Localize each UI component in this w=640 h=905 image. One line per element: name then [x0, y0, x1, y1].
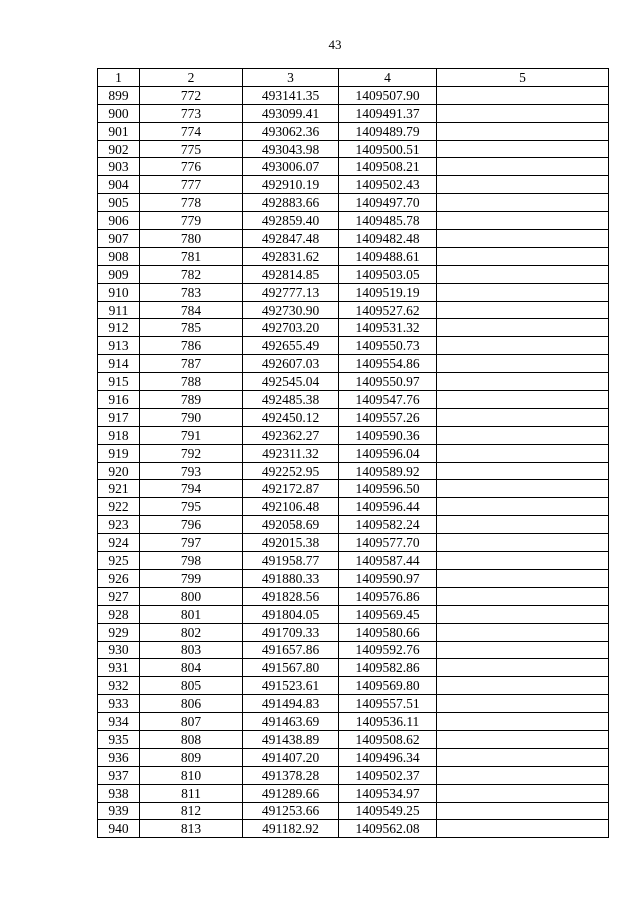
table-row [98, 587, 609, 605]
cell-note [437, 820, 609, 838]
cell-point-number: 782 [140, 265, 243, 283]
cell-y-coordinate: 1409550.97 [339, 373, 437, 391]
cell-row-number: 905 [98, 194, 140, 212]
cell-x-coordinate: 491253.66 [243, 802, 339, 820]
cell-point-number: 775 [140, 140, 243, 158]
cell-y-coordinate: 1409489.79 [339, 122, 437, 140]
cell-row-number: 938 [98, 784, 140, 802]
table-row [98, 230, 609, 248]
coordinates-table [97, 68, 609, 838]
cell-note [437, 730, 609, 748]
cell-note [437, 802, 609, 820]
cell-point-number: 801 [140, 605, 243, 623]
table-row [98, 462, 609, 480]
cell-y-coordinate: 1409519.19 [339, 283, 437, 301]
cell-note [437, 247, 609, 265]
table-row [98, 605, 609, 623]
table-row [98, 265, 609, 283]
cell-row-number: 924 [98, 534, 140, 552]
table-row [98, 176, 609, 194]
cell-x-coordinate: 491567.80 [243, 659, 339, 677]
cell-row-number: 940 [98, 820, 140, 838]
table-row [98, 498, 609, 516]
column-header-4: 4 [339, 69, 437, 87]
cell-row-number: 933 [98, 695, 140, 713]
cell-row-number: 903 [98, 158, 140, 176]
cell-x-coordinate: 491828.56 [243, 587, 339, 605]
cell-point-number: 812 [140, 802, 243, 820]
cell-note [437, 176, 609, 194]
cell-note [437, 408, 609, 426]
cell-x-coordinate: 492655.49 [243, 337, 339, 355]
cell-x-coordinate: 492910.19 [243, 176, 339, 194]
cell-y-coordinate: 1409534.97 [339, 784, 437, 802]
cell-point-number: 773 [140, 104, 243, 122]
cell-x-coordinate: 492883.66 [243, 194, 339, 212]
cell-row-number: 931 [98, 659, 140, 677]
table-row [98, 373, 609, 391]
cell-y-coordinate: 1409531.32 [339, 319, 437, 337]
table-row [98, 408, 609, 426]
cell-x-coordinate: 491709.33 [243, 623, 339, 641]
cell-note [437, 86, 609, 104]
cell-x-coordinate: 492311.32 [243, 444, 339, 462]
cell-row-number: 902 [98, 140, 140, 158]
table-row [98, 730, 609, 748]
cell-y-coordinate: 1409491.37 [339, 104, 437, 122]
cell-note [437, 391, 609, 409]
cell-y-coordinate: 1409577.70 [339, 534, 437, 552]
cell-y-coordinate: 1409557.26 [339, 408, 437, 426]
table-row [98, 659, 609, 677]
table-row [98, 552, 609, 570]
cell-point-number: 806 [140, 695, 243, 713]
cell-row-number: 899 [98, 86, 140, 104]
cell-point-number: 790 [140, 408, 243, 426]
table-row [98, 713, 609, 731]
cell-x-coordinate: 492362.27 [243, 426, 339, 444]
cell-y-coordinate: 1409482.48 [339, 230, 437, 248]
table-row [98, 319, 609, 337]
column-header-5: 5 [437, 69, 609, 87]
cell-x-coordinate: 491657.86 [243, 641, 339, 659]
cell-row-number: 937 [98, 766, 140, 784]
cell-x-coordinate: 492859.40 [243, 212, 339, 230]
cell-point-number: 791 [140, 426, 243, 444]
cell-row-number: 906 [98, 212, 140, 230]
cell-x-coordinate: 491958.77 [243, 552, 339, 570]
cell-y-coordinate: 1409589.92 [339, 462, 437, 480]
table-row [98, 104, 609, 122]
cell-y-coordinate: 1409596.04 [339, 444, 437, 462]
cell-point-number: 789 [140, 391, 243, 409]
cell-x-coordinate: 491880.33 [243, 569, 339, 587]
cell-note [437, 212, 609, 230]
cell-x-coordinate: 492252.95 [243, 462, 339, 480]
page-number: 43 [328, 37, 342, 52]
cell-y-coordinate: 1409502.37 [339, 766, 437, 784]
cell-note [437, 122, 609, 140]
cell-note [437, 140, 609, 158]
table-row [98, 337, 609, 355]
cell-note [437, 748, 609, 766]
cell-point-number: 774 [140, 122, 243, 140]
cell-row-number: 927 [98, 587, 140, 605]
cell-x-coordinate: 492450.12 [243, 408, 339, 426]
cell-y-coordinate: 1409547.76 [339, 391, 437, 409]
column-header-3: 3 [243, 69, 339, 87]
cell-note [437, 283, 609, 301]
cell-point-number: 813 [140, 820, 243, 838]
cell-x-coordinate: 491407.20 [243, 748, 339, 766]
cell-row-number: 912 [98, 319, 140, 337]
cell-y-coordinate: 1409508.62 [339, 730, 437, 748]
cell-note [437, 444, 609, 462]
cell-row-number: 921 [98, 480, 140, 498]
cell-row-number: 914 [98, 355, 140, 373]
cell-note [437, 373, 609, 391]
cell-x-coordinate: 491289.66 [243, 784, 339, 802]
cell-y-coordinate: 1409557.51 [339, 695, 437, 713]
cell-note [437, 104, 609, 122]
cell-x-coordinate: 491182.92 [243, 820, 339, 838]
cell-note [437, 569, 609, 587]
cell-row-number: 932 [98, 677, 140, 695]
cell-note [437, 319, 609, 337]
cell-row-number: 916 [98, 391, 140, 409]
cell-y-coordinate: 1409590.36 [339, 426, 437, 444]
cell-x-coordinate: 492777.13 [243, 283, 339, 301]
cell-point-number: 805 [140, 677, 243, 695]
cell-point-number: 779 [140, 212, 243, 230]
cell-y-coordinate: 1409587.44 [339, 552, 437, 570]
cell-point-number: 797 [140, 534, 243, 552]
cell-point-number: 795 [140, 498, 243, 516]
cell-point-number: 787 [140, 355, 243, 373]
cell-y-coordinate: 1409582.24 [339, 516, 437, 534]
cell-row-number: 919 [98, 444, 140, 462]
table-row [98, 820, 609, 838]
cell-y-coordinate: 1409569.80 [339, 677, 437, 695]
cell-y-coordinate: 1409596.44 [339, 498, 437, 516]
cell-row-number: 929 [98, 623, 140, 641]
cell-note [437, 480, 609, 498]
cell-row-number: 901 [98, 122, 140, 140]
table-row [98, 623, 609, 641]
cell-note [437, 337, 609, 355]
table-row [98, 641, 609, 659]
cell-x-coordinate: 493062.36 [243, 122, 339, 140]
table-row [98, 480, 609, 498]
cell-point-number: 784 [140, 301, 243, 319]
cell-y-coordinate: 1409503.05 [339, 265, 437, 283]
table-row [98, 140, 609, 158]
table-row [98, 212, 609, 230]
cell-y-coordinate: 1409590.97 [339, 569, 437, 587]
cell-x-coordinate: 492485.38 [243, 391, 339, 409]
table-row [98, 534, 609, 552]
column-header-1: 1 [98, 69, 140, 87]
cell-point-number: 785 [140, 319, 243, 337]
cell-x-coordinate: 492831.62 [243, 247, 339, 265]
cell-row-number: 900 [98, 104, 140, 122]
cell-note [437, 265, 609, 283]
table-row [98, 677, 609, 695]
table-row [98, 766, 609, 784]
cell-note [437, 230, 609, 248]
cell-y-coordinate: 1409596.50 [339, 480, 437, 498]
cell-note [437, 587, 609, 605]
cell-point-number: 809 [140, 748, 243, 766]
cell-point-number: 800 [140, 587, 243, 605]
cell-point-number: 807 [140, 713, 243, 731]
cell-note [437, 158, 609, 176]
cell-x-coordinate: 492607.03 [243, 355, 339, 373]
table-row [98, 194, 609, 212]
cell-y-coordinate: 1409580.66 [339, 623, 437, 641]
cell-y-coordinate: 1409550.73 [339, 337, 437, 355]
cell-note [437, 462, 609, 480]
cell-x-coordinate: 492015.38 [243, 534, 339, 552]
cell-row-number: 934 [98, 713, 140, 731]
table-row [98, 355, 609, 373]
cell-note [437, 605, 609, 623]
cell-note [437, 766, 609, 784]
cell-x-coordinate: 491463.69 [243, 713, 339, 731]
cell-row-number: 925 [98, 552, 140, 570]
cell-note [437, 677, 609, 695]
cell-point-number: 796 [140, 516, 243, 534]
cell-y-coordinate: 1409527.62 [339, 301, 437, 319]
cell-note [437, 552, 609, 570]
cell-note [437, 641, 609, 659]
cell-row-number: 908 [98, 247, 140, 265]
cell-note [437, 713, 609, 731]
cell-row-number: 911 [98, 301, 140, 319]
cell-x-coordinate: 492545.04 [243, 373, 339, 391]
cell-row-number: 935 [98, 730, 140, 748]
cell-note [437, 623, 609, 641]
table-body [98, 86, 609, 837]
table-row [98, 426, 609, 444]
cell-note [437, 695, 609, 713]
cell-y-coordinate: 1409569.45 [339, 605, 437, 623]
cell-row-number: 936 [98, 748, 140, 766]
cell-y-coordinate: 1409508.21 [339, 158, 437, 176]
table-row [98, 516, 609, 534]
cell-row-number: 913 [98, 337, 140, 355]
cell-x-coordinate: 491523.61 [243, 677, 339, 695]
cell-y-coordinate: 1409497.70 [339, 194, 437, 212]
cell-point-number: 798 [140, 552, 243, 570]
cell-y-coordinate: 1409485.78 [339, 212, 437, 230]
cell-point-number: 794 [140, 480, 243, 498]
table-row [98, 247, 609, 265]
cell-x-coordinate: 493043.98 [243, 140, 339, 158]
cell-row-number: 904 [98, 176, 140, 194]
cell-row-number: 909 [98, 265, 140, 283]
cell-x-coordinate: 491494.83 [243, 695, 339, 713]
table-row [98, 695, 609, 713]
cell-x-coordinate: 492847.48 [243, 230, 339, 248]
cell-note [437, 426, 609, 444]
table-row [98, 748, 609, 766]
cell-point-number: 802 [140, 623, 243, 641]
cell-y-coordinate: 1409562.08 [339, 820, 437, 838]
cell-note [437, 516, 609, 534]
cell-row-number: 923 [98, 516, 140, 534]
cell-note [437, 659, 609, 677]
cell-x-coordinate: 492814.85 [243, 265, 339, 283]
cell-y-coordinate: 1409536.11 [339, 713, 437, 731]
cell-x-coordinate: 493099.41 [243, 104, 339, 122]
cell-y-coordinate: 1409592.76 [339, 641, 437, 659]
cell-point-number: 804 [140, 659, 243, 677]
cell-x-coordinate: 491804.05 [243, 605, 339, 623]
cell-note [437, 784, 609, 802]
cell-point-number: 778 [140, 194, 243, 212]
cell-x-coordinate: 492172.87 [243, 480, 339, 498]
cell-y-coordinate: 1409554.86 [339, 355, 437, 373]
cell-y-coordinate: 1409488.61 [339, 247, 437, 265]
table-row [98, 122, 609, 140]
table-row [98, 569, 609, 587]
cell-note [437, 194, 609, 212]
cell-row-number: 922 [98, 498, 140, 516]
cell-y-coordinate: 1409576.86 [339, 587, 437, 605]
cell-note [437, 301, 609, 319]
cell-point-number: 810 [140, 766, 243, 784]
table-row [98, 784, 609, 802]
cell-y-coordinate: 1409582.86 [339, 659, 437, 677]
table-row [98, 802, 609, 820]
cell-y-coordinate: 1409549.25 [339, 802, 437, 820]
table-header [98, 69, 609, 87]
cell-point-number: 803 [140, 641, 243, 659]
cell-x-coordinate: 493006.07 [243, 158, 339, 176]
column-header-2: 2 [140, 69, 243, 87]
cell-row-number: 907 [98, 230, 140, 248]
cell-x-coordinate: 492058.69 [243, 516, 339, 534]
cell-point-number: 799 [140, 569, 243, 587]
cell-x-coordinate: 493141.35 [243, 86, 339, 104]
cell-row-number: 910 [98, 283, 140, 301]
table-row [98, 391, 609, 409]
cell-note [437, 534, 609, 552]
cell-y-coordinate: 1409507.90 [339, 86, 437, 104]
table-row [98, 158, 609, 176]
table-row [98, 301, 609, 319]
cell-row-number: 920 [98, 462, 140, 480]
cell-point-number: 793 [140, 462, 243, 480]
cell-row-number: 926 [98, 569, 140, 587]
header-row [98, 69, 609, 87]
cell-y-coordinate: 1409502.43 [339, 176, 437, 194]
cell-y-coordinate: 1409496.34 [339, 748, 437, 766]
cell-row-number: 917 [98, 408, 140, 426]
cell-x-coordinate: 492106.48 [243, 498, 339, 516]
cell-point-number: 792 [140, 444, 243, 462]
cell-point-number: 811 [140, 784, 243, 802]
cell-point-number: 788 [140, 373, 243, 391]
cell-point-number: 776 [140, 158, 243, 176]
cell-row-number: 930 [98, 641, 140, 659]
cell-point-number: 808 [140, 730, 243, 748]
table-row [98, 444, 609, 462]
cell-y-coordinate: 1409500.51 [339, 140, 437, 158]
cell-note [437, 355, 609, 373]
table-row [98, 86, 609, 104]
cell-point-number: 786 [140, 337, 243, 355]
cell-x-coordinate: 492703.20 [243, 319, 339, 337]
cell-x-coordinate: 491378.28 [243, 766, 339, 784]
cell-x-coordinate: 492730.90 [243, 301, 339, 319]
table-row [98, 283, 609, 301]
cell-point-number: 777 [140, 176, 243, 194]
cell-point-number: 772 [140, 86, 243, 104]
cell-row-number: 918 [98, 426, 140, 444]
cell-x-coordinate: 491438.89 [243, 730, 339, 748]
cell-note [437, 498, 609, 516]
cell-point-number: 781 [140, 247, 243, 265]
cell-row-number: 939 [98, 802, 140, 820]
cell-point-number: 783 [140, 283, 243, 301]
cell-row-number: 928 [98, 605, 140, 623]
cell-point-number: 780 [140, 230, 243, 248]
cell-row-number: 915 [98, 373, 140, 391]
